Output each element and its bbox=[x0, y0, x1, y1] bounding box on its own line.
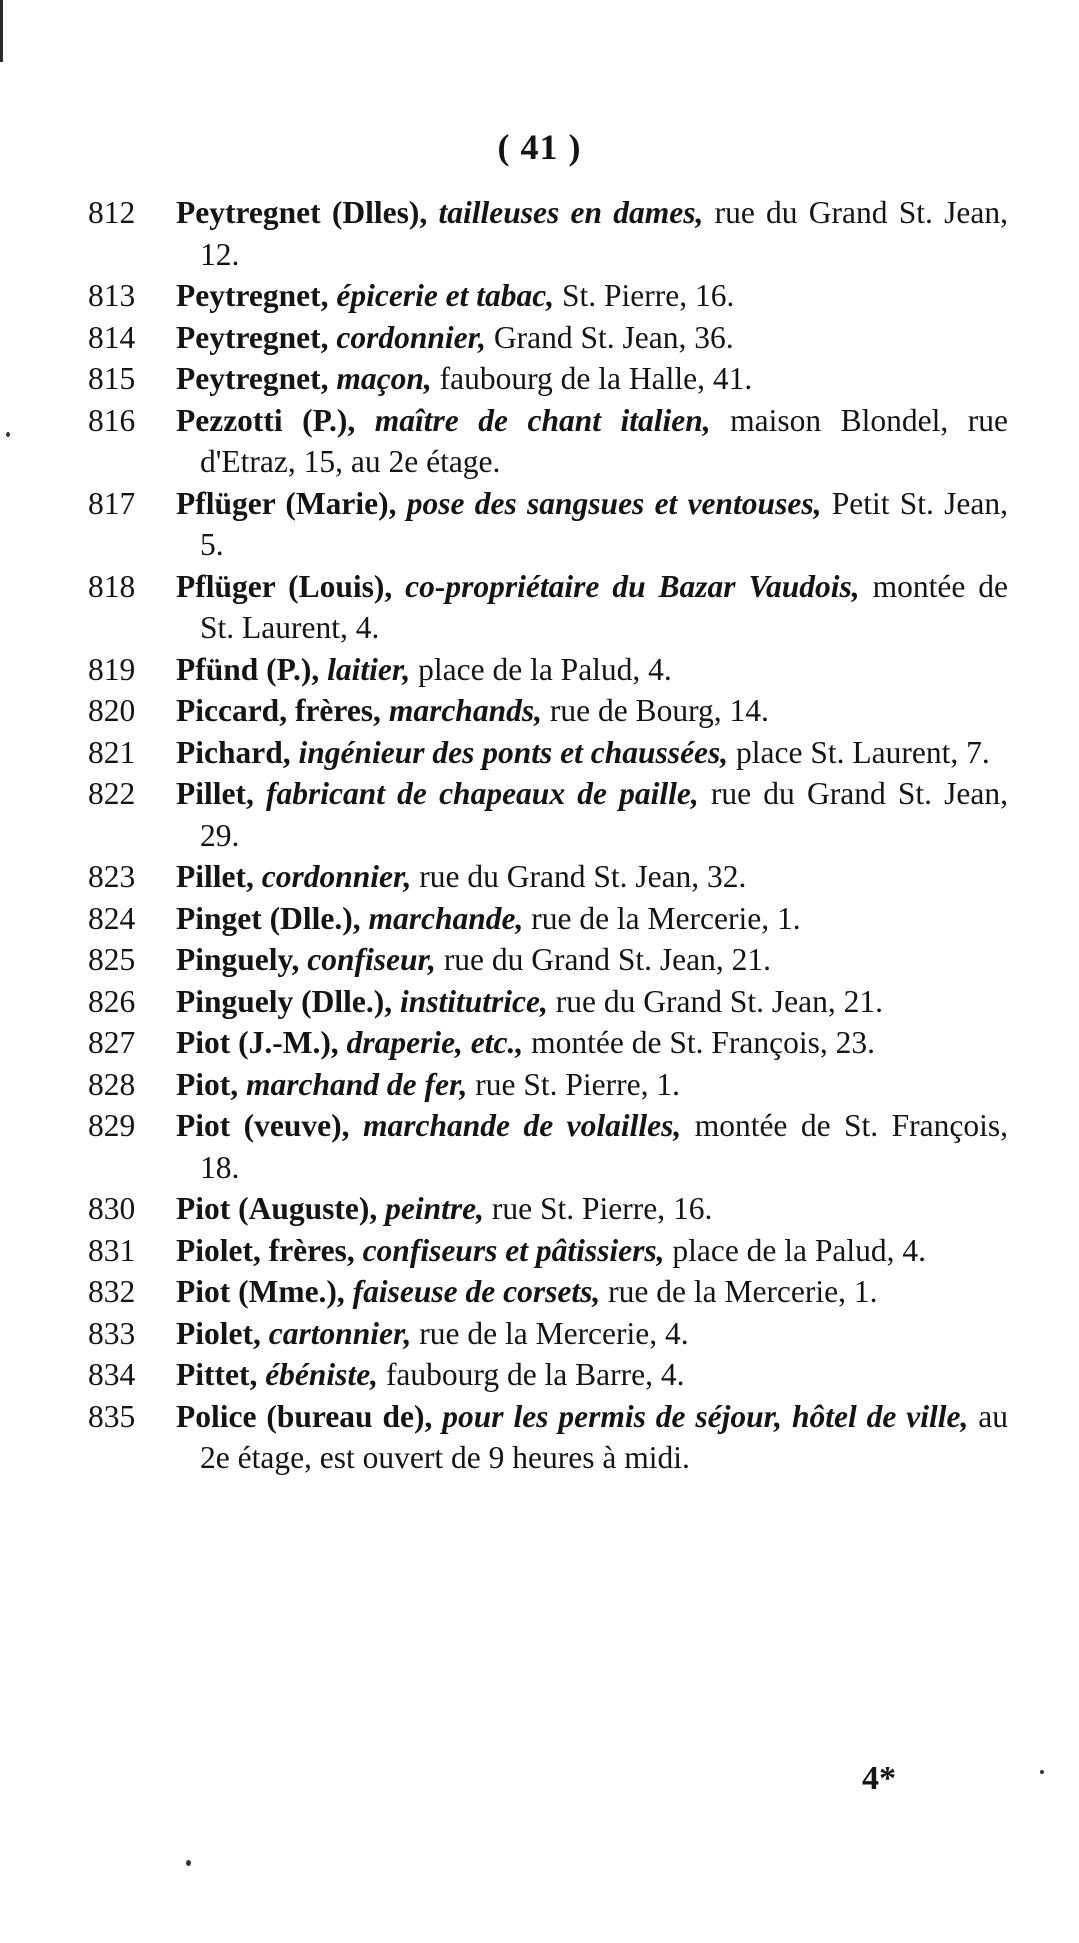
entry-number: 813 bbox=[88, 278, 136, 313]
entry-name: Piot (J.-M.), bbox=[176, 1025, 339, 1060]
page-number: ( 41 ) bbox=[497, 127, 582, 167]
entry-trade: épicerie et tabac, bbox=[336, 278, 555, 313]
page-edge-mark bbox=[0, 0, 3, 62]
entry-number: 825 bbox=[88, 942, 136, 977]
directory-entry bbox=[88, 483, 1008, 566]
entry-name: Pflüger (Louis), bbox=[176, 568, 393, 604]
entry-trade: peintre, bbox=[385, 1191, 484, 1226]
entry-body bbox=[176, 1313, 1008, 1355]
entry-name: Peytregnet, bbox=[176, 319, 329, 355]
entry-number: 821 bbox=[88, 734, 136, 770]
entry-address: montée de St. Laurent, 4. bbox=[200, 568, 1008, 645]
entry-name: Pfünd (P.), bbox=[176, 651, 320, 687]
directory-entry bbox=[88, 1271, 1008, 1313]
entry-name: Peytregnet, bbox=[176, 361, 329, 396]
entry-trade: marchande de volailles, bbox=[362, 1108, 682, 1143]
directory-entry bbox=[88, 1064, 1008, 1106]
directory-entry bbox=[88, 981, 1008, 1023]
entry-address: rue de Bourg, 14. bbox=[549, 693, 769, 728]
entry-address: faubourg de la Barre, 4. bbox=[385, 1357, 685, 1392]
entry-body bbox=[176, 1271, 1008, 1313]
directory-entry bbox=[88, 400, 1008, 483]
directory-entry bbox=[88, 566, 1008, 649]
entry-name: Piolet, bbox=[176, 1315, 261, 1351]
entry-name: Piolet, frères, bbox=[176, 1232, 355, 1268]
directory-entry bbox=[88, 275, 1008, 317]
entry-name: Pezzotti (P.), bbox=[176, 402, 356, 438]
entry-trade: confiseurs et pâtissiers, bbox=[362, 1232, 665, 1268]
entry-body bbox=[176, 566, 1008, 649]
entry-name: Piot (veuve), bbox=[176, 1108, 350, 1143]
entry-number: 835 bbox=[88, 1398, 136, 1434]
entry-number: 820 bbox=[88, 693, 136, 728]
signature-mark: 4* bbox=[862, 1760, 896, 1797]
entry-body bbox=[176, 1354, 1008, 1396]
entry-trade: pour les permis de séjour, hôtel de ville, bbox=[442, 1398, 969, 1434]
entry-name: Pinget (Dlle.), bbox=[176, 900, 361, 936]
entry-number: 815 bbox=[88, 361, 136, 396]
entry-body bbox=[176, 317, 1008, 359]
entry-address: Petit St. Jean, 5. bbox=[200, 485, 1009, 562]
entry-trade: marchands, bbox=[388, 693, 542, 728]
entry-body bbox=[176, 690, 1008, 732]
entry-address: rue de la Mercerie, 4. bbox=[419, 1315, 689, 1351]
directory-entry bbox=[88, 773, 1008, 856]
directory-entry bbox=[88, 1230, 1008, 1272]
entry-body bbox=[176, 483, 1008, 566]
entry-address: rue de la Mercerie, 1. bbox=[531, 900, 801, 936]
directory-entry bbox=[88, 192, 1008, 275]
entry-address: place de la Palud, 4. bbox=[672, 1232, 927, 1268]
entry-trade: maçon, bbox=[336, 361, 432, 396]
entry-body bbox=[176, 1022, 1008, 1064]
entry-trade: cartonnier, bbox=[268, 1315, 412, 1351]
paper-speck bbox=[1040, 1770, 1044, 1774]
entry-name: Piccard, frères, bbox=[176, 693, 381, 728]
entry-name: Pillet, bbox=[176, 776, 254, 811]
entry-number: 814 bbox=[88, 319, 136, 355]
entry-name: Pittet, bbox=[176, 1357, 258, 1392]
directory-entry bbox=[88, 317, 1008, 359]
entry-address: au 2e étage, est ouvert de 9 heures à midi. bbox=[200, 1398, 1009, 1475]
entry-address: rue du Grand St. Jean, 21. bbox=[443, 942, 771, 977]
entry-address: montée de St. François, 18. bbox=[200, 1108, 1008, 1185]
entry-address: maison Blondel, rue d'Etraz, 15, au 2e étage. bbox=[200, 402, 1009, 479]
entry-body bbox=[176, 732, 1008, 774]
entry-trade: ingénieur des ponts et chaussées, bbox=[298, 734, 729, 770]
entry-trade: institutrice, bbox=[399, 983, 548, 1019]
entry-number: 817 bbox=[88, 485, 136, 521]
entry-address: rue du Grand St. Jean, 29. bbox=[200, 776, 1009, 853]
entry-number: 822 bbox=[88, 776, 136, 811]
entry-number: 818 bbox=[88, 568, 136, 604]
entry-trade: tailleuses en dames, bbox=[438, 195, 704, 230]
entry-body bbox=[176, 649, 1008, 691]
directory-entry bbox=[88, 1313, 1008, 1355]
entry-number: 819 bbox=[88, 651, 136, 687]
entry-name: Peytregnet, bbox=[176, 278, 329, 313]
entry-name: Police (bureau de), bbox=[176, 1398, 433, 1434]
paper-speck bbox=[6, 432, 10, 437]
entry-address: St. Pierre, 16. bbox=[562, 278, 735, 313]
entry-number: 829 bbox=[88, 1108, 136, 1143]
entry-body bbox=[176, 1105, 1008, 1188]
entry-name: Pinguely, bbox=[176, 942, 300, 977]
directory-entry bbox=[88, 939, 1008, 981]
directory-entry bbox=[88, 898, 1008, 940]
entry-trade: cordonnier, bbox=[336, 319, 487, 355]
entry-trade: ébéniste, bbox=[265, 1357, 379, 1392]
entry-body bbox=[176, 981, 1008, 1023]
entry-address: rue du Grand St. Jean, 12. bbox=[200, 195, 1009, 272]
entry-address: place de la Palud, 4. bbox=[418, 651, 672, 687]
entry-body bbox=[176, 898, 1008, 940]
entry-name: Piot, bbox=[176, 1066, 239, 1102]
directory-entry bbox=[88, 732, 1008, 774]
entry-body bbox=[176, 400, 1008, 483]
directory-entry bbox=[88, 1105, 1008, 1188]
entry-trade: marchand de fer, bbox=[245, 1066, 468, 1102]
entry-name: Pinguely (Dlle.), bbox=[176, 983, 393, 1019]
entry-trade: laitier, bbox=[327, 651, 411, 687]
entry-number: 828 bbox=[88, 1066, 136, 1102]
entry-number: 834 bbox=[88, 1357, 136, 1392]
directory-entry bbox=[88, 856, 1008, 898]
entry-body bbox=[176, 1064, 1008, 1106]
entry-body bbox=[176, 1396, 1008, 1479]
entry-address: rue du Grand St. Jean, 21. bbox=[555, 983, 883, 1019]
entry-trade: marchande, bbox=[368, 900, 524, 936]
entry-number: 830 bbox=[88, 1191, 136, 1226]
entry-trade: confiseur, bbox=[307, 942, 436, 977]
entry-body bbox=[176, 358, 1008, 400]
entry-number: 812 bbox=[88, 195, 136, 230]
entry-body bbox=[176, 1230, 1008, 1272]
entry-trade: draperie, etc., bbox=[346, 1025, 524, 1060]
entry-number: 826 bbox=[88, 983, 136, 1019]
directory-entry bbox=[88, 1188, 1008, 1230]
paper-speck bbox=[186, 1860, 191, 1866]
entry-body bbox=[176, 773, 1008, 856]
entry-name: Piot (Auguste), bbox=[176, 1191, 378, 1226]
entry-address: montée de St. François, 23. bbox=[531, 1025, 875, 1060]
entry-body bbox=[176, 939, 1008, 981]
entry-name: Peytregnet (Dlles), bbox=[176, 195, 428, 230]
entry-trade: cordonnier, bbox=[261, 859, 412, 894]
directory-entry bbox=[88, 1354, 1008, 1396]
entry-body bbox=[176, 192, 1008, 275]
entry-trade: maître de chant italien, bbox=[374, 402, 711, 438]
entry-address: rue St. Pierre, 1. bbox=[475, 1066, 680, 1102]
entry-number: 816 bbox=[88, 402, 136, 438]
entry-name: Pichard, bbox=[176, 734, 291, 770]
entry-trade: pose des sangsues et ventouses, bbox=[406, 485, 822, 521]
entry-address: rue de la Mercerie, 1. bbox=[608, 1274, 878, 1309]
entry-body bbox=[176, 1188, 1008, 1230]
entry-address: rue du Grand St. Jean, 32. bbox=[419, 859, 747, 894]
directory-entry bbox=[88, 690, 1008, 732]
directory-entry bbox=[88, 358, 1008, 400]
directory-list bbox=[88, 192, 1008, 1479]
entry-trade: faiseuse de corsets, bbox=[352, 1274, 601, 1309]
entry-name: Pillet, bbox=[176, 859, 254, 894]
entry-number: 832 bbox=[88, 1274, 136, 1309]
entry-address: rue St. Pierre, 16. bbox=[491, 1191, 713, 1226]
entry-address: faubourg de la Halle, 41. bbox=[439, 361, 753, 396]
entry-name: Piot (Mme.), bbox=[176, 1274, 345, 1309]
entry-trade: fabricant de chapeaux de paille, bbox=[266, 776, 699, 811]
entry-number: 823 bbox=[88, 859, 136, 894]
entry-number: 827 bbox=[88, 1025, 136, 1060]
entry-number: 824 bbox=[88, 900, 136, 936]
entry-trade: co-propriétaire du Bazar Vaudois, bbox=[405, 568, 860, 604]
entry-name: Pflüger (Marie), bbox=[176, 485, 397, 521]
entry-number: 831 bbox=[88, 1232, 136, 1268]
entry-address: place St. Laurent, 7. bbox=[736, 734, 990, 770]
entry-number: 833 bbox=[88, 1315, 136, 1351]
directory-entry bbox=[88, 1022, 1008, 1064]
directory-entry bbox=[88, 1396, 1008, 1479]
entry-address: Grand St. Jean, 36. bbox=[493, 319, 734, 355]
entry-body bbox=[176, 275, 1008, 317]
directory-entry bbox=[88, 649, 1008, 691]
entry-body bbox=[176, 856, 1008, 898]
